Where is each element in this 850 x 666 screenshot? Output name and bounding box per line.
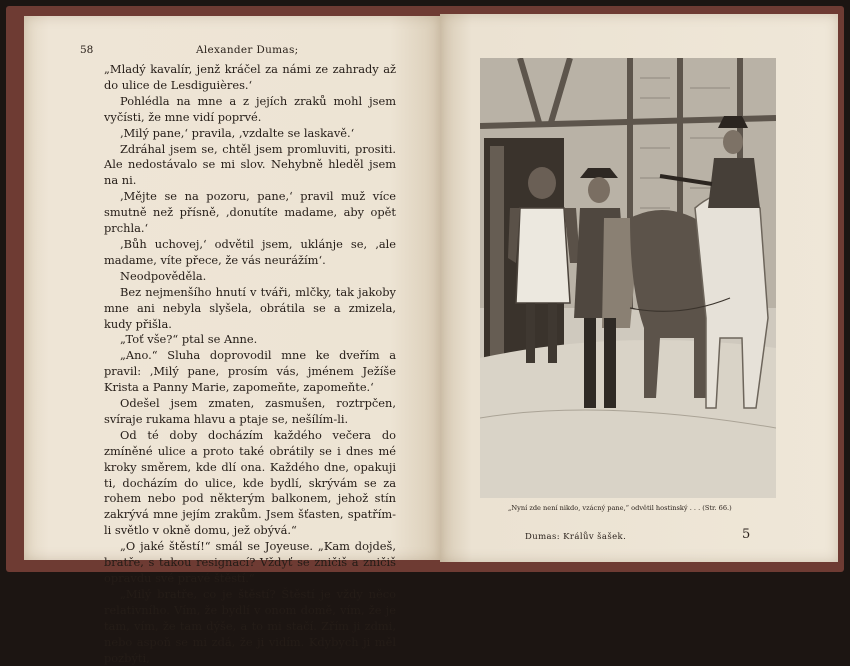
paragraph: ‚Bůh uchovej,‘ odvětil jsem, uklánje se, ‚ale madame, víte přece, že vás neurážím‘.: [104, 236, 396, 267]
paragraph: Pohlédla na mne a z jejích zraků mohl jsem vyčísti, že mne vidí poprvé.: [104, 93, 396, 124]
illustration: [480, 58, 776, 498]
body-text: [104, 62, 396, 666]
paragraph: ‚Milý pane,‘ pravila, ‚vzdalte se laskavě.‘: [120, 125, 355, 140]
running-title: Alexander Dumas;: [196, 44, 299, 56]
page-header: [80, 44, 380, 60]
paragraph: „Milý bratře, co je štěstí? Štěstí je vždy něco relativního. Vím, že bydlí v onom domě, vím, že je tam, vím, že tam dýše, a to mi stačí. Zřím ji zdmi, nebo aspoň se mi zdá, že ji vidím. Kdybych ji měl pozbýti,: [104, 586, 396, 665]
paragraph: Zdráhal jsem se, chtěl jsem promluviti, prositi. Ale nedostávalo se mi slov. Nehybně hleděl jsem na ni.: [104, 141, 396, 188]
page-number: 58: [80, 44, 94, 56]
paragraph: „Ano.“ Sluha doprovodil mne ke dveřím a pravil: ‚Milý pane, prosím vás, jménem Ježíše Krista a Panny Marie, zapomeňte, zapomeňte.‘: [104, 348, 396, 395]
paragraph: „O jaké štěstí!“ smál se Joyeuse. „Kam dojdeš, bratře, s takou resignací? Vždyť se zničiš a zničiš opravdu své pravé štěstí.“: [104, 539, 396, 585]
signature-number: 5: [742, 527, 751, 542]
paragraph: Bez nejmenšího hnutí v tváři, mlčky, tak jakoby mne ani nebyla slyšela, obrátila se a zmizela, kudy přišla.: [104, 284, 396, 331]
paragraph: Od té doby docházím každého večera do zmíněné ulice a proto také obrátily se i dnes mé kroky směrem, kde dlí ona. Každého dne, opakuji ti, docházím do ulice, kde bydlí, skrývám se za rohem nebo pod některým balkonem, jehož stín zakrývá mne jejím zrakům. Jsem šťasten, spatřím-li světlo v okně domu, jež obývá.“: [104, 427, 396, 538]
paragraph: ‚Mějte se na pozoru, pane,‘ pravil muž více smutně než přísně, ‚donutíte madame, aby opět prchla.‘: [104, 189, 396, 236]
footer-title: Dumas: Králův šašek.: [525, 532, 627, 542]
illustration-drawing: [480, 58, 776, 498]
illustration-caption: „Nyní zde není nikdo, vzácný pane,“ odvětil hostinský . . . (Str. 66.): [508, 504, 732, 512]
paragraph: Neodpověděla.: [120, 268, 207, 283]
paragraph: Odešel jsem zmaten, zasmušen, roztrpčen, svíraje rukama hlavu a ptaje se, nešílím-li.: [104, 396, 396, 426]
paragraph: „Mladý kavalír, jenž kráčel za námi ze zahrady až do ulice de Lesdiguières.‘: [104, 62, 396, 92]
paragraph: „Toť vše?“ ptal se Anne.: [120, 332, 258, 347]
